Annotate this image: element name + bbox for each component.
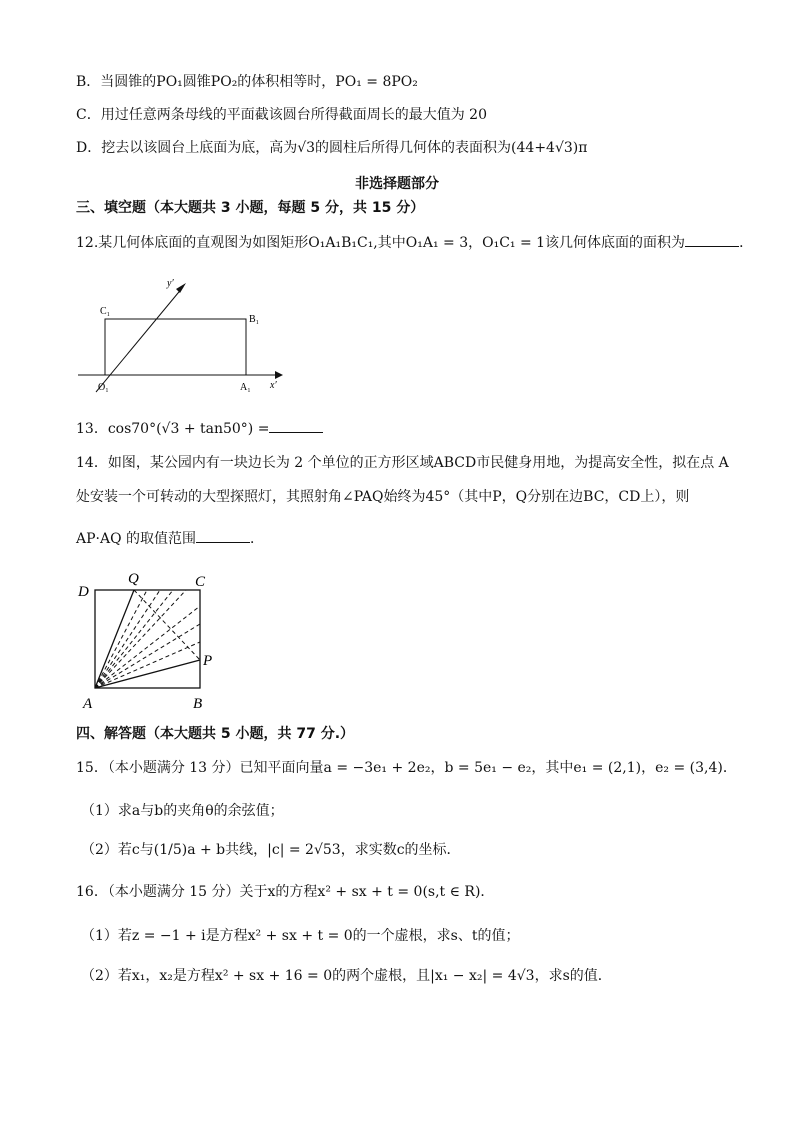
- label-q: Q: [128, 571, 139, 587]
- part3-heading: 三、填空题（本大题共 3 小题，每题 5 分，共 15 分）: [76, 200, 425, 216]
- question-15: 15．（本小题满分 13 分）已知平面向量a = −3e₁ + 2e₂，b = 5e₁ − e₂，其中e₁ = (2,1)，e₂ = (3,4)．: [76, 760, 737, 776]
- label-b1: B₁: [249, 314, 260, 325]
- label-y: y′: [167, 278, 174, 289]
- question-14-end: ．: [250, 531, 265, 547]
- question-12: [76, 232, 753, 253]
- answer-blank: [196, 528, 250, 543]
- label-d: D: [78, 584, 89, 600]
- question-16: 16．（本小题满分 15 分）关于x的方程x² + sx + t = 0(s,t ∈ R)．: [76, 884, 495, 900]
- question-12-end: ．: [739, 235, 754, 251]
- part4-heading: 四、解答题（本大题共 5 小题，共 77 分.）: [76, 726, 355, 742]
- y-axis: [96, 287, 183, 392]
- label-a1: A₁: [240, 382, 251, 393]
- label-a: A: [83, 696, 93, 712]
- section-title: 非选择题部分: [355, 176, 439, 192]
- label-b: B: [193, 696, 203, 712]
- label-p: P: [203, 653, 213, 669]
- question-14-line1: 14．如图，某公园内有一块边长为 2 个单位的正方形区域ABCD市民健身用地，为提高安全性，拟在点 A: [76, 455, 729, 471]
- rectangle-o1a1b1c1: [105, 319, 246, 375]
- dashed-rays: [95, 590, 200, 688]
- question-12-text: 12.某几何体底面的直观图为如图矩形O₁A₁B₁C₁,其中O₁A₁ = 3，O₁C₁ = 1该几何体底面的面积为: [76, 235, 686, 251]
- square-abcd: [95, 590, 200, 688]
- x-axis-arrow: [275, 371, 283, 379]
- question-14-line3: [76, 528, 264, 549]
- option-c: C．用过任意两条母线的平面截该圆台所得截面周长的最大值为 20: [76, 107, 487, 123]
- option-d: D．挖去以该圆台上底面为底，高为√3的圆柱后所得几何体的表面积为(44+4√3)π: [76, 140, 588, 156]
- answer-blank: [685, 232, 739, 247]
- question-14-text: AP·AQ 的取值范围: [76, 531, 197, 547]
- label-x: x′: [270, 380, 277, 391]
- figure-12: [70, 274, 290, 396]
- question-13: [76, 418, 323, 439]
- figure-14: [74, 566, 224, 714]
- question-14-line2: 处安装一个可转动的大型探照灯，其照射角∠PAQ始终为45°（其中P，Q分别在边BC，CD上），则: [76, 489, 690, 505]
- label-o1: O₁: [98, 382, 109, 393]
- label-c: C: [195, 574, 206, 590]
- label-c1: C₁: [100, 306, 111, 317]
- answer-blank: [269, 418, 323, 433]
- question-16-part2: （2）若x₁，x₂是方程x² + sx + 16 = 0的两个虚根，且|x₁ − x₂| = 4√3，求s的值．: [81, 968, 612, 984]
- question-13-text: 13．cos70°(√3 + tan50°) =: [76, 421, 270, 437]
- question-15-part1: （1）求a与b的夹角θ的余弦值；: [81, 803, 284, 819]
- question-16-part1: （1）若z = −1 + i是方程x² + sx + t = 0的一个虚根，求s、t的值；: [81, 928, 520, 944]
- question-15-part2: （2）若c与(1/5)a + b共线，|c| = 2√53，求实数c的坐标．: [81, 842, 461, 858]
- option-b: B．当圆锥的PO₁圆锥PO₂的体积相等时，PO₁ = 8PO₂: [76, 74, 418, 90]
- y-axis-arrow: [176, 283, 186, 293]
